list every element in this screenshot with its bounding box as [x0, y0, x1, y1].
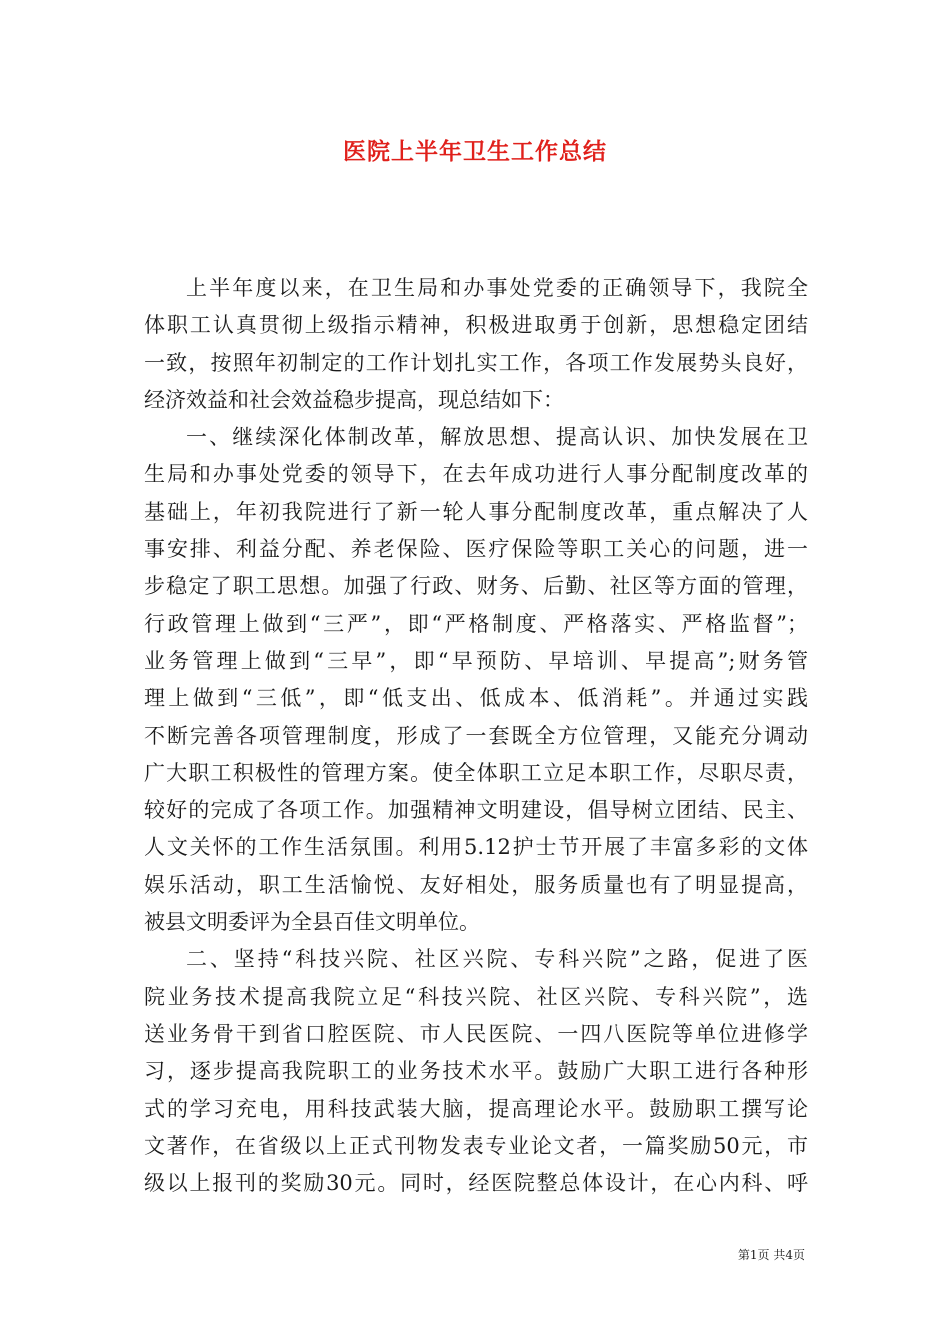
body-line: 较好的完成了各项工作。加强精神文明建设，倡导树立团结、民主、 [144, 798, 808, 823]
body-line: 人文关怀的工作生活氛围。利用5.12护士节开展了丰富多彩的文体 [144, 835, 808, 860]
body-line: 上半年度以来，在卫生局和办事处党委的正确领导下，我院全 [186, 276, 808, 300]
body-line: 基础上，年初我院进行了新一轮人事分配制度改革，重点解决了人 [144, 499, 808, 524]
body-line: 步稳定了职工思想。加强了行政、财务、后勤、社区等方面的管理， [144, 574, 808, 599]
body-line: 一致，按照年初制定的工作计划扎实工作，各项工作发展势头良好， [144, 350, 808, 375]
body-line: 理上做到“三低”，即“低支出、低成本、低消耗”。并通过实践 [144, 686, 808, 711]
body-line: 不断完善各项管理制度，形成了一套既全方位管理，又能充分调动 [144, 723, 808, 748]
body-line: 娱乐活动，职工生活愉悦、友好相处，服务质量也有了明显提高， [144, 872, 808, 897]
body-line: 级以上报刊的奖励30元。同时，经医院整总体设计，在心内科、呼 [144, 1171, 808, 1196]
body-line: 业务管理上做到“三早”，即“早预防、早培训、早提高”;财务管 [144, 648, 808, 673]
body-line: 文著作，在省级以上正式刊物发表专业论文者，一篇奖励50元，市 [144, 1133, 808, 1158]
body-line: 事安排、利益分配、养老保险、医疗保险等职工关心的问题，进一 [144, 537, 808, 562]
body-line: 被县文明委评为全县百佳文明单位。 [144, 910, 480, 935]
document-title: 医院上半年卫生工作总结 [343, 139, 607, 165]
body-line: 经济效益和社会效益稳步提高，现总结如下： [144, 387, 564, 412]
document-body [144, 270, 808, 1202]
body-line: 行政管理上做到“三严”，即“严格制度、严格落实、严格监督”； [144, 611, 808, 636]
page-number: 第1页 共4页 [737, 1248, 805, 1262]
body-line: 习，逐步提高我院职工的业务技术水平。鼓励广大职工进行各种形 [144, 1059, 808, 1084]
body-line: 二、坚持“科技兴院、社区兴院、专科兴院”之路，促进了医 [186, 947, 808, 972]
body-line: 一、继续深化体制改革，解放思想、提高认识、加快发展在卫 [186, 425, 808, 450]
body-line: 生局和办事处党委的领导下，在去年成功进行人事分配制度改革的 [144, 462, 808, 487]
body-line: 式的学习充电，用科技武装大脑，提高理论水平。鼓励职工撰写论 [144, 1096, 808, 1121]
body-line: 送业务骨干到省口腔医院、市人民医院、一四八医院等单位进修学 [144, 1021, 808, 1046]
body-line: 院业务技术提高我院立足“科技兴院、社区兴院、专科兴院”，选 [144, 984, 808, 1009]
body-line: 体职工认真贯彻上级指示精神，积极进取勇于创新，思想稳定团结 [144, 313, 808, 338]
body-line: 广大职工积极性的管理方案。使全体职工立足本职工作，尽职尽责， [144, 760, 808, 785]
